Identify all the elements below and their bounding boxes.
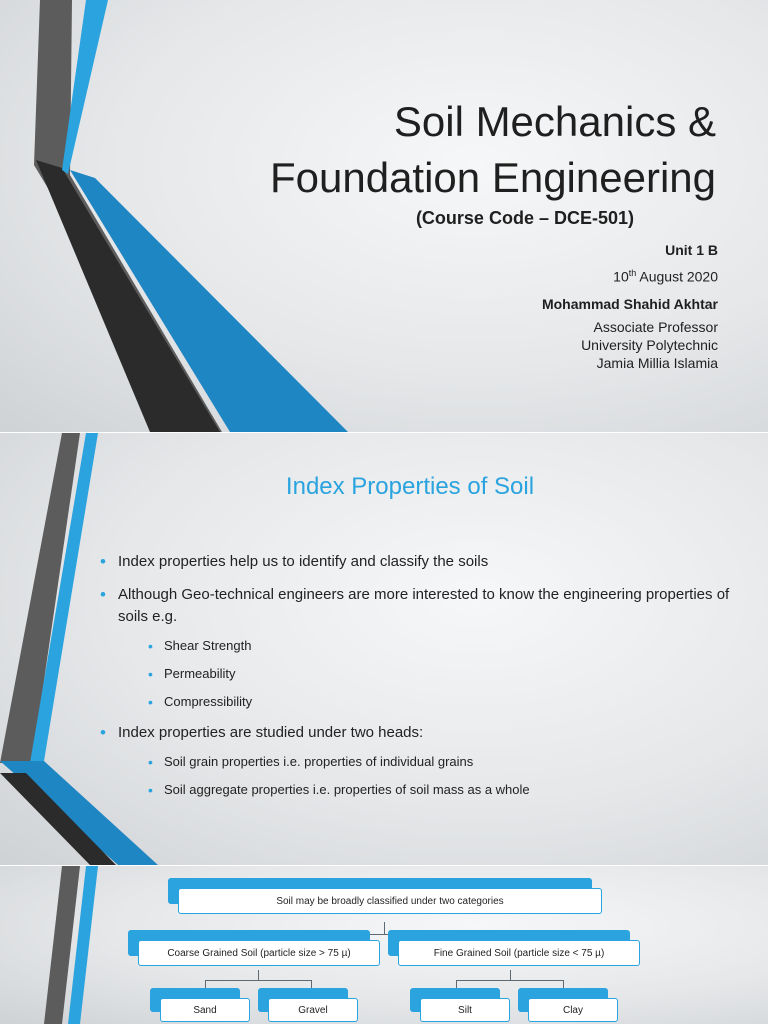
list-item: • Although Geo-technical engineers are more interested to know the engineering properties of soils e.g. • Shear Strength • Permeability • Compressibility [100,584,760,711]
list-item: • Index properties help us to identify and classify the soils [100,551,760,573]
decorative-stripes [0,866,110,1024]
coarse-grained-node: Coarse Grained Soil (particle size > 75 µ) [128,930,380,966]
list-item: • Compressibility [148,693,760,711]
list-item: • Index properties are studied under two heads: • Soil grain properties i.e. properties of individual grains • Soil aggregate properties i.e. properties of soil mass as a whole [100,722,760,799]
connector-line [205,980,311,981]
course-code: (Course Code – DCE-501) [415,208,634,228]
slide-title: Index Properties of Soil [285,473,535,500]
list-item: • Soil aggregate properties i.e. properties of soil mass as a whole [148,781,760,799]
title-slide [0,0,768,432]
sand-node: Sand [150,988,250,1022]
list-item: • Shear Strength [148,637,760,655]
gravel-node: Gravel [258,988,358,1022]
sub-list [118,637,760,711]
index-properties-slide [0,433,768,865]
bullet-list [100,551,760,810]
fine-grained-node: Fine Grained Soil (particle size < 75 µ) [388,930,640,966]
author-name: Mohammad Shahid Akhtar [541,296,718,312]
connector-line [510,970,511,980]
root-category-node: Soil may be broadly classified under two categories [168,878,602,914]
clay-node: Clay [518,988,618,1022]
connector-line [456,980,563,981]
list-item: • Soil grain properties i.e. properties of individual grains [148,753,760,771]
classification-slide [0,866,768,1024]
connector-line [258,970,259,980]
silt-node: Silt [410,988,510,1022]
author-affiliation: Associate Professor University Polytechnic Jamia Millia Islamia [581,319,718,371]
list-item: • Permeability [148,665,760,683]
unit-label: Unit 1 B [665,242,718,258]
connector-line [384,922,385,934]
sub-list [118,753,760,799]
presentation-date: 10th August 2020 [613,268,718,285]
decorative-stripes [0,0,360,432]
presentation-title: Soil Mechanics & Foundation Engineering [269,98,716,201]
